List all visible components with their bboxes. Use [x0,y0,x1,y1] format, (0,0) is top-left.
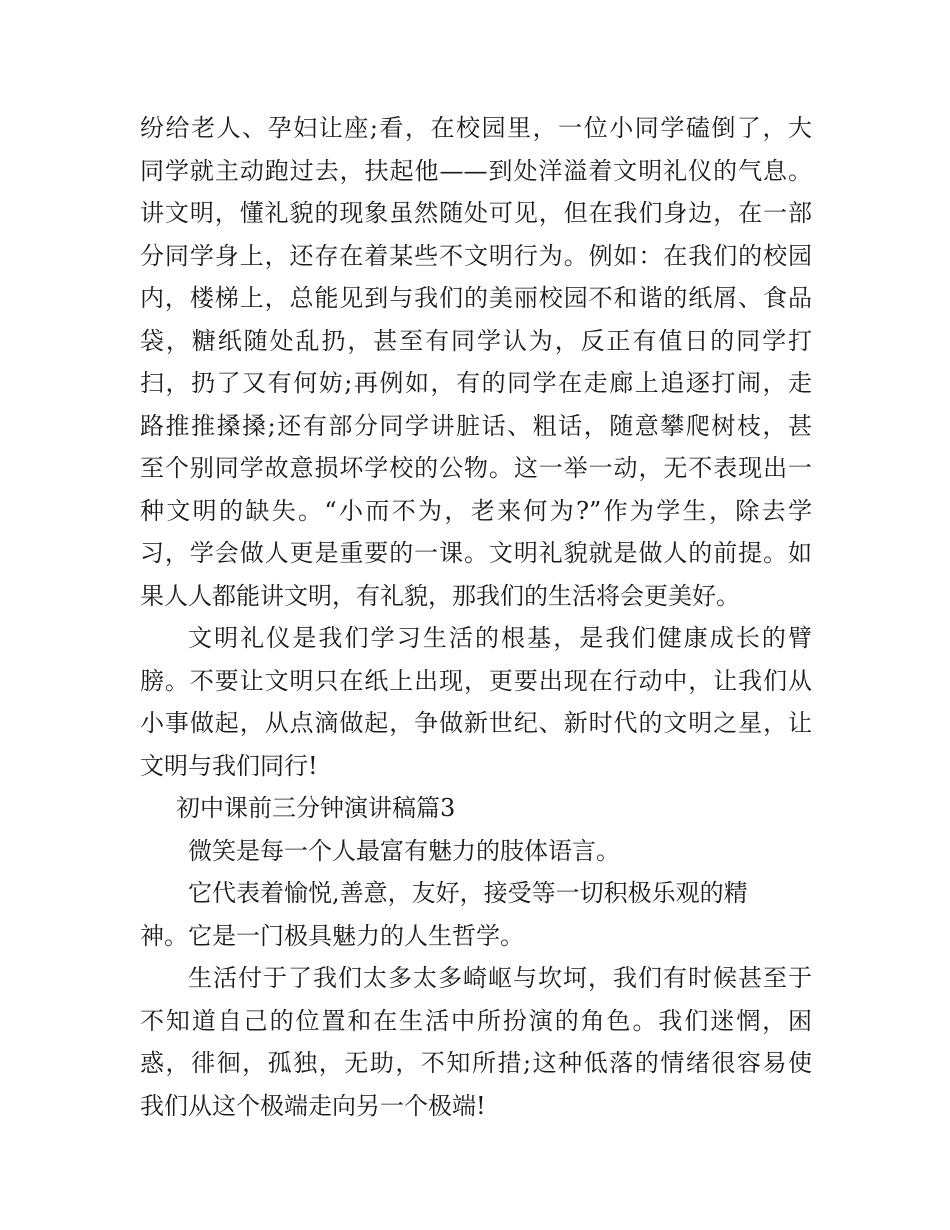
body-line: 它代表着愉悦,善意，友好，接受等一切积极乐观的精 [188,879,748,907]
body-line: 路推推搡搡;还有部分同学讲脏话、粗话，随意攀爬树枝，甚 [140,411,812,440]
body-line: 文明礼仪是我们学习生活的根基，是我们健康成长的臂 [188,624,812,652]
section-heading: 初中课前三分钟演讲稿篇3 [176,794,456,822]
body-line: 不知道自己的位置和在生活中所扮演的角色。我们迷惘，困 [140,1006,812,1035]
body-line: 种文明的缺失。“小而不为，老来何为?”作为学生，除去学 [140,496,812,525]
body-line: 我们从这个极端走向另一个极端! [140,1091,486,1120]
body-line: 同学就主动跑过去，扶起他——到处洋溢着文明礼仪的气息。 [140,156,812,185]
body-line: 至个别同学故意损坏学校的公物。这一举一动，无不表现出一 [140,454,812,482]
body-line: 扫，扔了又有何妨;再例如，有的同学在走廊上追逐打闹，走 [140,369,812,397]
body-line: 小事做起，从点滴做起，争做新世纪、新时代的文明之星，让 [140,709,812,737]
body-line: 膀。不要让文明只在纸上出现，更要出现在行动中，让我们从 [140,666,812,695]
body-line: 讲文明，懂礼貌的现象虽然随处可见，但在我们身边，在一部 [140,199,812,227]
body-line: 分同学身上，还存在着某些不文明行为。例如：在我们的校园 [140,241,812,270]
body-line: 纷给老人、孕妇让座;看，在校园里，一位小同学磕倒了，大 [140,114,812,142]
body-line: 生活付于了我们太多太多崎岖与坎坷，我们有时候甚至于 [188,964,812,992]
document-body [140,107,812,1127]
body-line: 内，楼梯上，总能见到与我们的美丽校园不和谐的纸屑、食品 [140,284,812,312]
body-line: 文明与我们同行! [140,751,318,780]
body-line: 袋，糖纸随处乱扔，甚至有同学认为，反正有值日的同学打 [140,326,812,355]
body-line: 惑，徘徊，孤独，无助，不知所措;这种低落的情绪很容易使 [140,1049,812,1077]
body-line: 微笑是每一个人最富有魅力的肢体语言。 [188,836,620,865]
body-line: 习，学会做人更是重要的一课。文明礼貌就是做人的前提。如 [140,539,812,567]
body-line: 神。它是一门极具魅力的人生哲学。 [140,921,524,950]
body-line: 果人人都能讲文明，有礼貌，那我们的生活将会更美好。 [140,581,740,610]
